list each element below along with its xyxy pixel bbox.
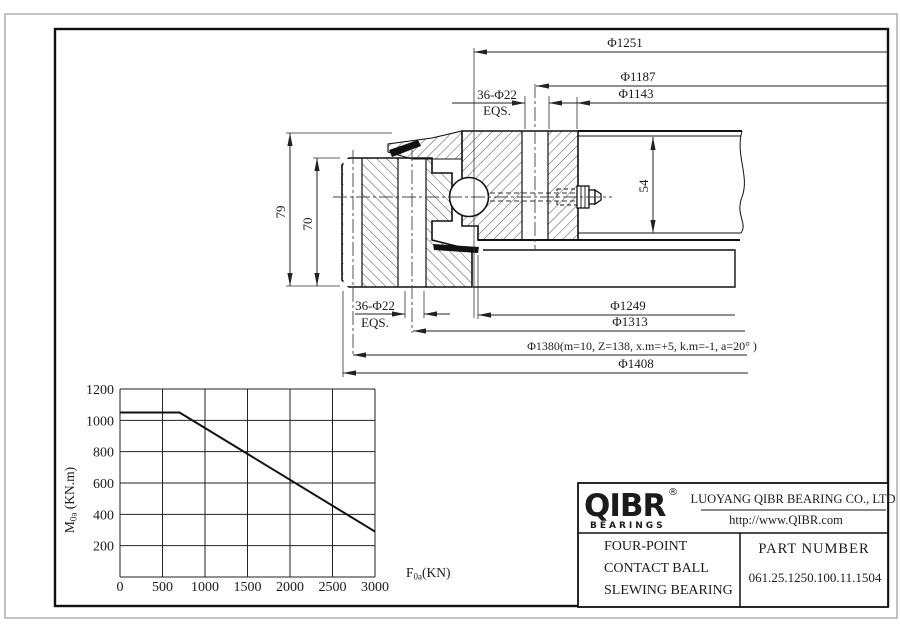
dim-label-bolts-bottom-eqs: EQS.: [361, 315, 389, 330]
load-capacity-chart: [62, 383, 451, 595]
company-website: http://www.QIBR.com: [729, 513, 843, 527]
y-tick-label: 600: [93, 477, 114, 492]
dim-label-1143: Φ1143: [618, 86, 654, 101]
x-tick-label: 1500: [233, 580, 262, 595]
title-block: [578, 483, 896, 607]
dim-label-1251: Φ1251: [607, 35, 643, 50]
dim-label-1187: Φ1187: [620, 69, 656, 84]
x-tick-label: 2000: [276, 580, 304, 595]
logo-wordmark: QIBR: [584, 488, 666, 524]
inner-ring: [342, 158, 472, 287]
dim-label-1313: Φ1313: [612, 314, 648, 329]
x-tick-label: 2500: [318, 580, 347, 595]
dim-label-70: 70: [300, 217, 315, 231]
dim-label-1380: Φ1380(m=10, Z=138, x.m=+5, k.m=-1, a=20° ): [527, 339, 757, 353]
x-tick-label: 1000: [191, 580, 219, 595]
product-name-line3: SLEWING BEARING: [604, 583, 733, 598]
dim-label-bolts-bottom: 36-Φ22: [355, 298, 395, 313]
outer-ring-top-flange: [388, 131, 462, 159]
x-tick-label: 3000: [361, 580, 389, 595]
dim-label-bolts-top: 36-Φ22: [477, 87, 517, 102]
y-tick-label: 400: [93, 508, 114, 524]
product-name-line1: FOUR-POINT: [604, 539, 688, 554]
dim-label-54: 54: [636, 179, 651, 193]
x-tick-label: 500: [152, 580, 173, 595]
dim-label-1249: Φ1249: [610, 298, 646, 313]
y-tick-label: 1200: [86, 383, 114, 398]
x-axis-label: F0a(KN): [406, 565, 451, 582]
company-name: LUOYANG QIBR BEARING CO., LTD: [690, 492, 896, 506]
dim-label-bolts-top-eqs: EQS.: [483, 103, 511, 118]
product-name-line2: CONTACT BALL: [604, 561, 709, 576]
registered-trademark-icon: ®: [668, 487, 678, 498]
chart-grid: [120, 389, 375, 577]
break-line: [740, 131, 745, 233]
chart-tick-labels: [86, 383, 389, 595]
part-number-value: 061.25.1250.100.11.1504: [748, 570, 882, 585]
y-tick-label: 1000: [86, 414, 114, 430]
y-tick-label: 200: [93, 539, 114, 555]
x-tick-label: 0: [116, 580, 124, 595]
gear-teeth-zone: [344, 159, 362, 286]
logo-subtext: BEARINGS: [590, 521, 666, 531]
y-tick-label: 800: [93, 445, 114, 461]
company-logo: [584, 487, 678, 531]
dim-label-1408: Φ1408: [618, 356, 654, 371]
part-number-label: PART NUMBER: [758, 541, 870, 557]
y-axis-label: M0a (KN.m): [62, 466, 79, 534]
dim-label-79: 79: [273, 205, 288, 219]
